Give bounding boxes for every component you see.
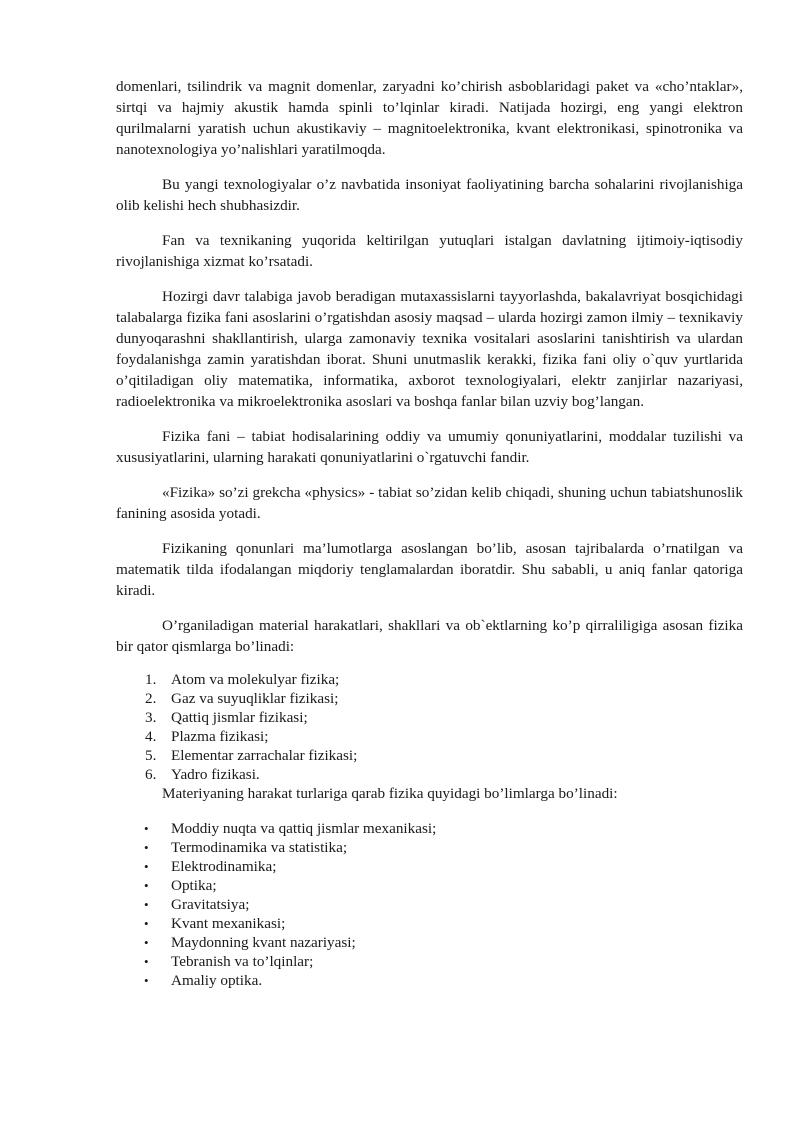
paragraph-7: Fizikaning qonunlari ma’lumotlarga asoslangan bo’lib, asosan tajribalarda o’rnatilgan va matematik tilda ifodalangan miqdoriy tenglamalardan iboratdir. Shu sababli, u aniq fanlar qatoriga kiradi.	[116, 540, 743, 599]
bullet-item-text: Termodinamika va statistika;	[171, 839, 348, 856]
bullet-icon: •	[144, 935, 149, 950]
bullet-item-text: Optika;	[171, 877, 217, 894]
bullet-item-text: Moddiy nuqta va qattiq jismlar mexanikasi;	[171, 820, 437, 837]
list-number: 5.	[145, 747, 157, 764]
bullet-icon: •	[144, 840, 149, 855]
bullet-item-text: Tebranish va to’lqinlar;	[171, 953, 314, 970]
bullet-item	[116, 838, 743, 857]
paragraph-4: Hozirgi davr talabiga javob beradigan mutaxassislarni tayyorlashda, bakalavriyat bosqichidagi talabalarga fizika fani asoslarini o’rgatishdan asosiy maqsad – ularda hozirgi zamon ilmiy – texnikaviy dunyoqarashni shakllantirish, ularga zamonaviy texnika vositalari asoslarini tanishtirish va ulardan foydalanishga zamin yaratishdan iborat. Shuni unutmaslik kerakki, fizika fani oliy o`quv yurtlarida o’qitiladigan oliy matematika, informatika, axborot texnologiyalari, elektr zanjirlar nazariyasi, radioelektronika va mikroelektronika asoslari va boshqa fanlar bilan uzviy bog’langan.	[116, 288, 743, 410]
list-item	[116, 708, 743, 727]
list-number: 1.	[145, 671, 157, 688]
bullet-item	[116, 819, 743, 838]
bullet-item	[116, 857, 743, 876]
bullet-item-text: Gravitatsiya;	[171, 896, 250, 913]
bullet-icon: •	[144, 859, 149, 874]
list-item	[116, 727, 743, 746]
bullet-icon: •	[144, 878, 149, 893]
paragraph-8: O’rganiladigan material harakatlari, shakllari va ob`ektlarning ko’p qirraliligiga asosan fizika bir qator qismlarga bo’linadi:	[116, 617, 743, 655]
list-item	[116, 765, 743, 784]
list-item	[116, 746, 743, 765]
bullet-item	[116, 971, 743, 990]
bullet-icon: •	[144, 897, 149, 912]
list-intro: Materiyaning harakat turlariga qarab fizika quyidagi bo’limlarga bo’linadi:	[162, 785, 618, 802]
bullet-item-text: Maydonning kvant nazariyasi;	[171, 934, 356, 951]
list-number: 4.	[145, 728, 157, 745]
list-item-text: Yadro fizikasi.	[171, 766, 260, 783]
bullet-item	[116, 895, 743, 914]
list-item	[116, 670, 743, 689]
bullet-icon: •	[144, 821, 149, 836]
bullet-item	[116, 933, 743, 952]
bullet-item-text: Amaliy optika.	[171, 972, 263, 989]
numbered-list	[116, 670, 743, 784]
bullet-item-text: Elektrodinamika;	[171, 858, 277, 875]
list-number: 2.	[145, 690, 157, 707]
paragraph-3: Fan va texnikaning yuqorida keltirilgan yutuqlari istalgan davlatning ijtimoiy-iqtisodiy rivojlanishiga xizmat ko’rsatadi.	[116, 232, 743, 270]
bullet-icon: •	[144, 954, 149, 969]
list-item-text: Qattiq jismlar fizikasi;	[171, 709, 308, 726]
list-item-text: Plazma fizikasi;	[171, 728, 269, 745]
list-item-text: Atom va molekulyar fizika;	[171, 671, 340, 688]
bullet-item-text: Kvant mexanikasi;	[171, 915, 286, 932]
list-number: 3.	[145, 709, 157, 726]
bullet-list	[116, 819, 743, 990]
bullet-item	[116, 952, 743, 971]
bullet-icon: •	[144, 973, 149, 988]
bullet-item	[116, 876, 743, 895]
bullet-icon: •	[144, 916, 149, 931]
list-number: 6.	[145, 766, 157, 783]
paragraph-2: Bu yangi texnologiyalar o’z navbatida insoniyat faoliyatining barcha sohalarini rivojlanishiga olib kelishi hech shubhasizdir.	[116, 176, 743, 214]
paragraph-1: domenlari, tsilindrik va magnit domenlar, zaryadni ko’chirish asboblaridagi paket va «cho’ntaklar», sirtqi va hajmiy akustik hamda spinli to’lqinlar kiradi. Natijada hozirgi, eng yangi elektron qurilmalarni yaratish uchun akustikaviy – magnitoelektronika, kvant elektronikasi, spinotronika va nanotexnologiya yo’nalishlari yaratilmoqda.	[116, 78, 743, 158]
list-item-text: Gaz va suyuqliklar fizikasi;	[171, 690, 339, 707]
list-item	[116, 689, 743, 708]
list-item-text: Elementar zarrachalar fizikasi;	[171, 747, 358, 764]
paragraph-5: Fizika fani – tabiat hodisalarining oddiy va umumiy qonuniyatlarini, moddalar tuzilishi va xususiyatlarini, ularning harakati qonuniyatlarini o`rgatuvchi fandir.	[116, 428, 743, 466]
bullet-item	[116, 914, 743, 933]
paragraph-6: «Fizika» so’zi grekcha «physics» - tabiat so’zidan kelib chiqadi, shuning uchun tabiatshunoslik fanining asosida yotadi.	[116, 484, 743, 522]
